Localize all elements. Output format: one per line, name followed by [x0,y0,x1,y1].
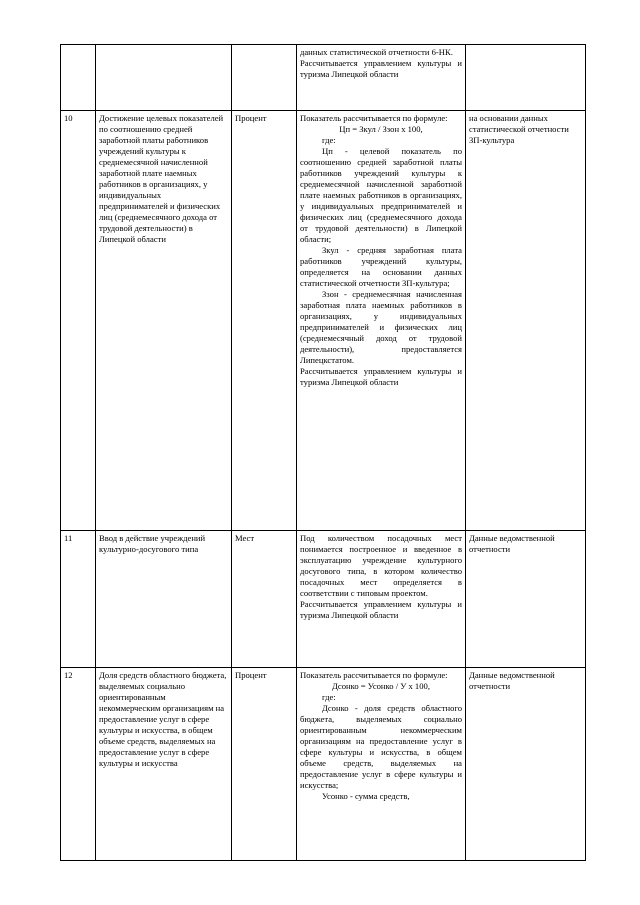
method-paragraph: где: [322,692,336,702]
indicators-table-body [61,45,586,861]
row-number-cell: 11 [61,531,96,668]
method-paragraph: Цп = Зкул / Ззон х 100, [339,124,423,134]
indicator-name-cell [96,45,232,111]
source-cell [466,45,586,111]
unit-cell [232,45,297,111]
method-paragraph: Рассчитывается управлением культуры и туризма Липецкой области [300,599,462,620]
method-paragraph: Цп - целевой показатель по соотношению средней заработной платы работников учреждений культуры к среднемесячной начисленной заработной плате наемных работников в организациях, у индивидуальных предпринимателей и физических лиц (среднемесячного дохода от трудовой деятельности) в Липецкой области; [300,146,462,244]
method-cell [297,668,466,861]
method-cell [297,45,466,111]
method-paragraph: где: [322,135,336,145]
row-number-cell: 10 [61,111,96,531]
method-paragraph: Дсонко - доля средств областного бюджета, выделяемых социально ориентированным некоммерческим организациям на предоставление услуг в сфере культуры и искусства, в общем объеме средств, выделяемых на предоставление услуг в сфере культуры и искусства; [300,703,462,790]
source-cell: на основании данных статистической отчетности ЗП-культура [466,111,586,531]
indicator-name-cell: Доля средств областного бюджета, выделяемых социально ориентированным некоммерческим организациям на предоставление услуг в сфере культуры и искусства, в общем объеме средств, выделяемых на предоставление услуг в сфере культуры и искусства [96,668,232,861]
table-row [61,531,586,668]
method-paragraph: Зкул - средняя заработная плата работников учреждений культуры, определяется на основании данных статистической отчетности ЗП-культура; [300,245,462,288]
method-paragraph: данных статистической отчетности 6-НК. [300,47,453,57]
method-paragraph: Под количеством посадочных мест понимается построенное и введенное в эксплуатацию учреждение культурного досугового типа, в котором количество посадочных мест определяется в соответствии с типовым проектом. [300,533,462,598]
indicators-table [60,44,586,861]
row-number-cell: 12 [61,668,96,861]
source-cell: Данные ведомственной отчетности [466,668,586,861]
table-row [61,668,586,861]
table-row [61,45,586,111]
method-paragraph: Показатель рассчитывается по формуле: [300,670,448,680]
method-paragraph: Дсонко = Усонко / У х 100, [332,681,430,691]
unit-cell: Процент [232,668,297,861]
indicator-name-cell: Ввод в действие учреждений культурно-досугового типа [96,531,232,668]
method-cell [297,111,466,531]
unit-cell: Мест [232,531,297,668]
table-row [61,111,586,531]
method-paragraph: Усонко - сумма средств, [322,791,410,801]
method-cell [297,531,466,668]
row-number-cell [61,45,96,111]
method-paragraph: Показатель рассчитывается по формуле: [300,113,448,123]
source-cell: Данные ведомственной отчетности [466,531,586,668]
method-paragraph: Рассчитывается управлением культуры и туризма Липецкой области [300,366,462,387]
method-paragraph: Ззон - среднемесячная начисленная заработная плата наемных работников в организациях, у индивидуальных предпринимателей и физических лиц (среднемесячный доход от трудовой деятельности), предоставляется Липецкстатом. [300,289,462,365]
unit-cell: Процент [232,111,297,531]
indicator-name-cell: Достижение целевых показателей по соотношению средней заработной платы работников учреждений культуры к среднемесячной начисленной заработной плате наемных работников в организациях, у индивидуальных предпринимателей и физических лиц (среднемесячного дохода от трудовой деятельности) в Липецкой области [96,111,232,531]
method-paragraph: Рассчитывается управлением культуры и туризма Липецкой области [300,58,462,79]
